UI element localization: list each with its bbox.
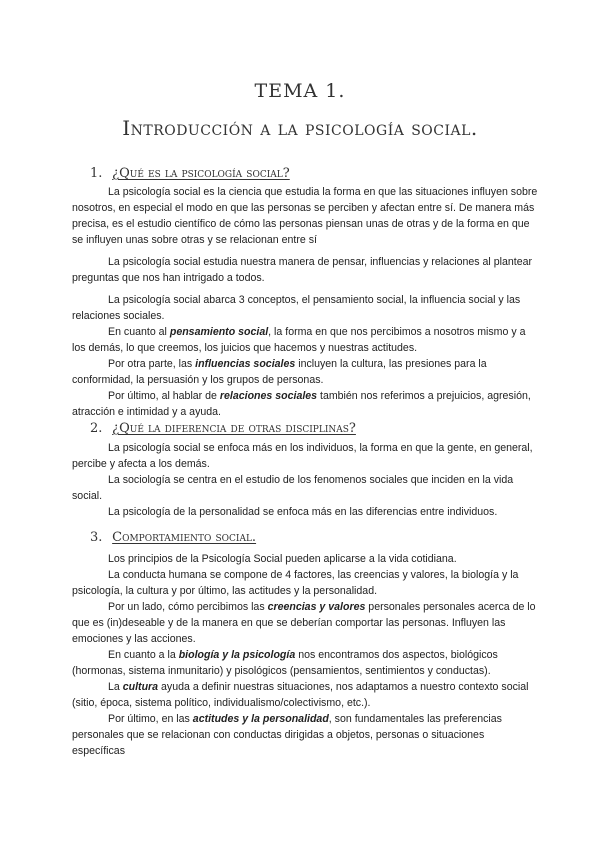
paragraph <box>72 679 538 711</box>
emphasis-term: influencias sociales <box>195 358 296 370</box>
paragraph-text: Por otra parte, las <box>108 358 196 370</box>
emphasis-term: relaciones sociales <box>219 390 318 402</box>
paragraph-text: En cuanto al <box>108 326 170 338</box>
document-subtitle: Introducción a la psicología social. <box>122 116 478 140</box>
paragraph-text: también nos referimos a prejuicios, agresión, atracción e intimidad y a ayuda. <box>72 390 531 418</box>
section-heading-2 <box>90 421 356 436</box>
paragraph <box>72 440 538 472</box>
paragraph <box>72 599 538 647</box>
emphasis-term: actitudes y la personalidad <box>192 713 329 725</box>
paragraph <box>72 647 538 679</box>
paragraph-text: Los principios de la Psicología Social pueden aplicarse a la vida cotidiana. <box>108 553 457 565</box>
paragraph-text: La sociología se centra en el estudio de los fenomenos sociales que inciden en la vida social. <box>72 474 514 502</box>
section-number: 3. <box>90 530 103 545</box>
paragraph-text: , son fundamentales las preferencias personales que se relacionan con conductas dirigidas a objetos, personas o situaciones específicas <box>72 713 502 757</box>
section-title: ¿Qué la diferencia de otras disciplinas? <box>112 421 356 436</box>
paragraph-text: nos encontramos dos aspectos, biológicos (hormonas, sistema inmunitario) y pisológicos (pensamientos, sentimientos y conductas). <box>72 649 498 677</box>
section-body-2 <box>72 440 538 520</box>
paragraph-text: incluyen la cultura, las presiones para la conformidad, la persuasión y los grupos de personas. <box>72 358 487 386</box>
paragraph <box>72 504 538 520</box>
emphasis-term: biología y la psicología <box>178 649 296 661</box>
section-title: ¿Qué es la psicología social? <box>112 166 290 181</box>
paragraph <box>72 254 538 286</box>
paragraph <box>72 356 538 388</box>
section-body-3 <box>72 551 538 759</box>
paragraph <box>72 324 538 356</box>
paragraph-text: La <box>108 681 123 693</box>
paragraph-text: , la forma en que nos percibimos a nosotros mismo y a los demás, lo que creemos, los juicios que hacemos y nuestras actitudes. <box>72 326 526 354</box>
emphasis-term: creencias y valores <box>267 601 366 613</box>
paragraph <box>72 567 538 599</box>
section-body-1 <box>72 184 538 420</box>
section-number: 2. <box>90 421 103 436</box>
paragraph-text: Por último, en las <box>108 713 193 725</box>
paragraph <box>72 292 538 324</box>
paragraph <box>72 184 538 248</box>
paragraph-text: La psicología social abarca 3 conceptos, el pensamiento social, la influencia social y las relaciones sociales. <box>72 294 521 322</box>
paragraph <box>72 472 538 504</box>
paragraph-text: personales personales acerca de lo que es (in)deseable y de la manera en que se deberían comportar las personas. Influyen las emociones y las acciones. <box>72 601 536 645</box>
paragraph-text: La psicología social se enfoca más en los individuos, la forma en que la gente, en general, percibe y afecta a los demás. <box>72 442 533 470</box>
paragraph-text: La conducta humana se compone de 4 factores, las creencias y valores, la biología y la psicología, la cultura y por último, las actitudes y la personalidad. <box>72 569 519 597</box>
paragraph-text: Por un lado, cómo percibimos las <box>108 601 268 613</box>
paragraph-text: ayuda a definir nuestras situaciones, nos adaptamos a nuestro contexto social (sitio, época, sistema político, individualismo/colectivismo, etc.). <box>72 681 529 709</box>
paragraph-text: Por último, al hablar de <box>108 390 220 402</box>
paragraph-text: En cuanto a la <box>108 649 179 661</box>
paragraph <box>72 711 538 759</box>
emphasis-term: cultura <box>122 681 159 693</box>
section-number: 1. <box>90 166 103 181</box>
section-heading-3 <box>90 530 256 545</box>
paragraph-text: La psicología social es la ciencia que estudia la forma en que las situaciones influyen sobre nosotros, en especial el modo en que las personas se perciben y afectan entre sí. De manera más precisa, es el estudio científico de cómo las personas piensan unas de otras y de la forma en que se influyen unas sobre otras y se relacionan entre sí <box>72 186 538 246</box>
section-title: Comportamiento social. <box>112 530 257 545</box>
paragraph <box>72 551 538 567</box>
paragraph-text: La psicología de la personalidad se enfoca más en las diferencias entre individuos. <box>108 506 498 518</box>
document-title: TEMA 1. <box>254 80 346 102</box>
section-heading-1 <box>90 166 290 181</box>
emphasis-term: pensamiento social <box>169 326 269 338</box>
paragraph <box>72 388 538 420</box>
paragraph-text: La psicología social estudia nuestra manera de pensar, influencias y relaciones al plantear preguntas que nos han intrigado a todos. <box>72 256 533 284</box>
